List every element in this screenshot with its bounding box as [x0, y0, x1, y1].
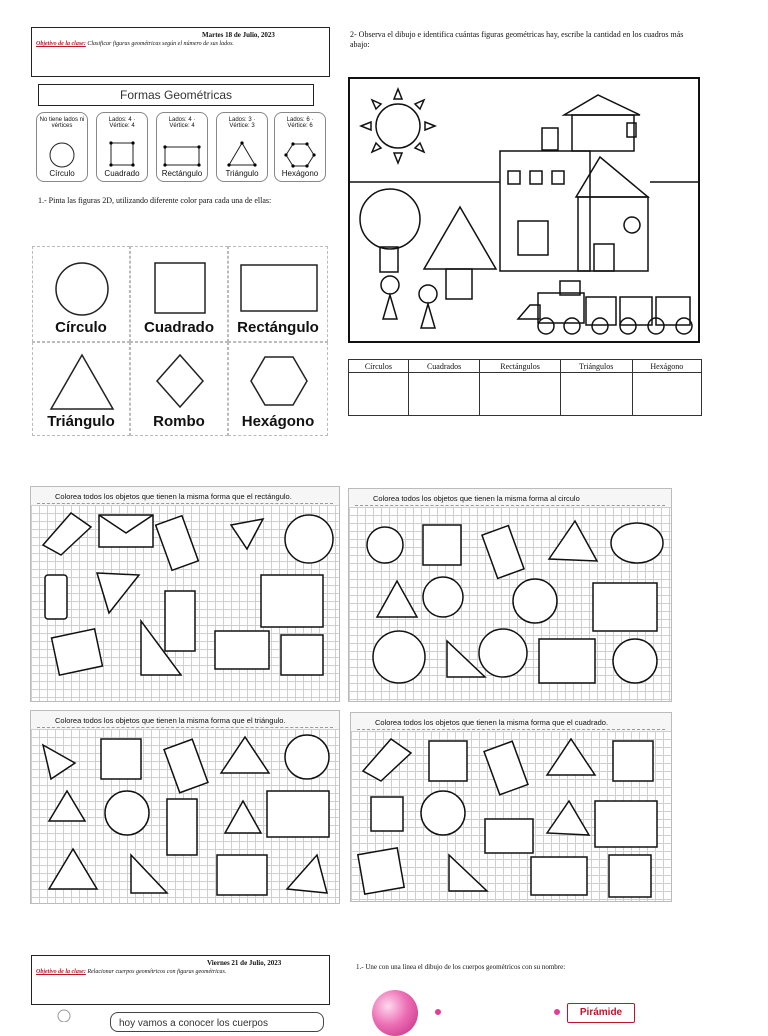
- col-header: Rectángulos: [480, 360, 560, 373]
- lesson-objective-2: [36, 969, 226, 975]
- sphere-icon: [372, 990, 418, 1036]
- objective-label-1: Objetivo de la clase:: [36, 41, 86, 47]
- card-cuadrado: [96, 112, 148, 182]
- pencil-icon: [36, 1008, 76, 1022]
- objective-text-1: Clasificar figuras geométricas según el número de sus lados.: [87, 41, 234, 47]
- worksheet-square: [350, 712, 672, 902]
- count-table: [348, 359, 702, 416]
- answer-cell[interactable]: [632, 373, 701, 416]
- col-header: Triángulos: [560, 360, 632, 373]
- card-name: Cuadrado: [104, 169, 140, 178]
- card-name: Círculo: [49, 169, 75, 178]
- worksheet-title: Colorea todos los objetos que tienen la misma forma al circulo: [355, 492, 665, 506]
- card-triangulo: [216, 112, 268, 182]
- card-name: Rectángulo: [161, 169, 203, 178]
- card-hexagono: [274, 112, 326, 182]
- rectangle-icon: [157, 139, 207, 169]
- shape-label: Rectángulo: [237, 319, 319, 336]
- shape-label: Triángulo: [47, 413, 115, 430]
- square-shape: [131, 255, 229, 325]
- col-header: Cuadrados: [408, 360, 480, 373]
- task3-instruction: 1.- Une con una línea el dibujo de los cuerpos geométricos con su nombre:: [356, 963, 566, 971]
- table-header-row: [349, 360, 702, 373]
- worksheet-title: Colorea todos los objetos que tienen la misma forma que el rectángulo.: [37, 490, 333, 504]
- square-icon: [97, 139, 147, 169]
- match-dot-left[interactable]: [435, 1009, 441, 1015]
- shape-cell-rectangulo: [228, 246, 328, 342]
- shape-label: Cuadrado: [143, 319, 214, 336]
- card-circulo: [36, 112, 88, 182]
- triangle-shape: [33, 349, 131, 415]
- worksheet-triangle: [30, 710, 340, 904]
- table-answer-row: [349, 373, 702, 416]
- worksheet-drawings: [351, 731, 671, 901]
- bottom-speech-box: hoy vamos a conocer los cuerpos: [110, 1012, 324, 1032]
- shape-label: Hexágono: [241, 413, 315, 430]
- shape-cell-rombo: [130, 342, 228, 436]
- card-info: Lados: 4 · Vértice: 4: [108, 117, 136, 129]
- circle-icon: [37, 139, 87, 169]
- scene-drawing: [350, 79, 698, 341]
- task2-instruction: 2- Observa el dibujo e identifica cuántas figuras geométricas hay, escribe la cantidad en los cuadros más abajo:: [350, 30, 684, 49]
- worksheet-drawings: [349, 507, 671, 701]
- shape-cell-circulo: [32, 246, 130, 342]
- shape-cell-cuadrado: [130, 246, 228, 342]
- col-header: Círculos: [349, 360, 409, 373]
- lesson-header-1: [31, 27, 330, 77]
- col-header: Hexágono: [632, 360, 701, 373]
- answer-cell[interactable]: [560, 373, 632, 416]
- card-info: No tiene lados ni vértices: [39, 117, 85, 129]
- worksheet-rectangle: [30, 486, 340, 702]
- answer-cell[interactable]: [480, 373, 560, 416]
- rhombus-shape: [131, 349, 229, 415]
- answer-cell[interactable]: [408, 373, 480, 416]
- lesson-date-1: Martes 18 de Julio, 2023: [202, 31, 275, 39]
- piramide-label-box: Pirámide: [567, 1003, 635, 1023]
- rectangle-shape: [229, 255, 329, 325]
- lesson-header-2: [31, 955, 330, 1005]
- card-info: Lados: 3 · Vértice: 3: [228, 117, 256, 129]
- circle-shape: [33, 255, 131, 325]
- lesson-objective-1: [36, 41, 234, 47]
- lesson-date-2: Viernes 21 de Julio, 2023: [207, 959, 282, 967]
- formas-title: Formas Geométricas: [38, 84, 314, 106]
- shape-cell-hexagono: [228, 342, 328, 436]
- card-info: Lados: 6 · Vértice: 6: [286, 117, 314, 129]
- worksheet-drawings: [31, 729, 339, 903]
- objective-label-2: Objetivo de la clase:: [36, 969, 86, 975]
- shape-cell-triangulo: [32, 342, 130, 436]
- task1-instruction: 1.- Pinta las figuras 2D, utilizando diferente color para cada una de ellas:: [38, 196, 272, 205]
- shapes-2d-grid: [32, 246, 328, 436]
- worksheet-title: Colorea todos los objetos que tienen la misma forma que el cuadrado.: [357, 716, 665, 730]
- worksheet-circle: [348, 488, 672, 702]
- worksheet-title: Colorea todos los objetos que tienen la misma forma que el triángulo.: [37, 714, 333, 728]
- card-rectangulo: [156, 112, 208, 182]
- worksheet-drawings: [31, 505, 339, 701]
- triangle-icon: [217, 139, 267, 169]
- card-info: Lados: 4 · Vértice: 4: [168, 117, 196, 129]
- scene-picture: [348, 77, 700, 343]
- match-dot-right[interactable]: [554, 1009, 560, 1015]
- objective-text-2: Relacionar cuerpos geométricos con figuras geométricas.: [87, 969, 227, 975]
- shape-label: Rombo: [153, 413, 205, 430]
- answer-cell[interactable]: [349, 373, 409, 416]
- hexagon-shape: [229, 349, 329, 415]
- card-name: Triángulo: [225, 169, 259, 178]
- shape-label: Círculo: [55, 319, 107, 336]
- card-name: Hexágono: [281, 169, 319, 178]
- shape-cards: [36, 112, 326, 184]
- hexagon-icon: [275, 139, 325, 169]
